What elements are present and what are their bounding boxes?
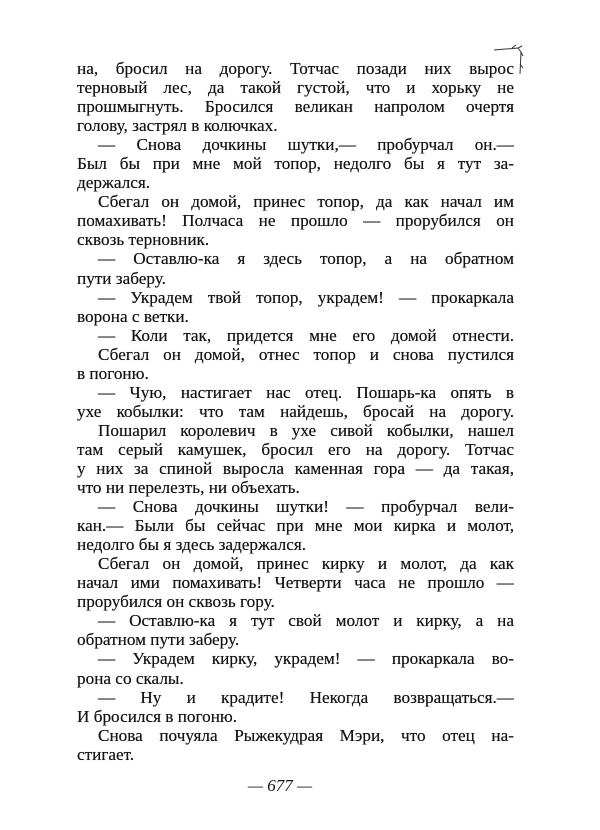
text-line: — Снова дочкины шутки,— пробурчал он.— [98,135,514,155]
text-line: помахивать! Полчаса не прошло — прорубился он [77,211,514,231]
text-line: у них за спиной выросла каменная гора — да такая, [77,458,514,478]
text-line: держался. [77,173,151,193]
text-line: недолго бы я здесь задержался. [77,535,307,555]
text-line: пути заберу. [77,268,166,288]
text-line: кан.— Были бы сейчас при мне мои кирка и молот, [77,516,514,536]
text-line: ухе кобылки: что там найдешь, бросай на дорогу. [77,401,514,421]
text-line: рона со скалы. [77,668,184,688]
page-number: — 677 — [247,776,313,795]
text-line: прорубился он сквозь гору. [77,592,275,612]
text-line: сквозь терновник. [77,230,210,250]
text-line: Сбегал он домой, принес кирку и молот, да как [98,554,514,574]
text-line: ворона с ветки. [77,306,189,326]
text-line: — Снова дочкины шутки! — пробурчал вели- [98,497,514,517]
text-line: на, бросил на дорогу. Тотчас позади них вырос [77,59,514,78]
page-body-text [77,59,514,764]
text-line: Был бы при мне мой топор, недолго бы я тут за- [77,154,514,174]
text-line: — Чую, настигает нас отец. Пошарь-ка опять в [98,382,514,402]
text-line: Снова почуяла Рыжекудрая Мэри, что отец на- [98,725,514,745]
text-line: в погоню. [77,363,149,383]
text-line: — Коли так, придется мне его домой отнести. [98,325,514,345]
text-line: обратном пути заберу. [77,630,240,650]
text-line: начал ими помахивать! Четверти часа не прошло — [77,573,514,593]
text-line: там серый камушек, бросил его на дорогу. Тотчас [77,439,514,459]
text-line: — Украдем твой топор, украдем! — прокаркала [98,287,514,307]
text-line: — Украдем кирку, украдем! — прокаркала во- [98,649,514,669]
text-line: стигает. [77,744,135,764]
text-line: Сбегал он домой, принес топор, да как начал им [98,192,514,212]
text-line: терновый лес, да такой густой, что и хорьку не [77,78,514,98]
text-line: Сбегал он домой, отнес топор и снова пустился [98,344,514,364]
text-line: Пошарил королевич в ухе сивой кобылки, нашел [98,420,514,440]
text-line: — Оставлю-ка я тут свой молот и кирку, а на [98,611,514,631]
text-line: прошмыгнуть. Бросился великан напролом очертя [77,97,514,117]
text-line: что ни перелезть, ни объехать. [77,478,300,498]
text-line: — Ну и крадите! Некогда возвращаться.— [98,687,514,707]
text-line: — Оставлю-ка я здесь топор, а на обратном [98,249,514,269]
text-line: голову, застрял в колючках. [77,116,278,136]
text-line: И бросился в погоню. [77,706,238,726]
corner-ornament-icon [490,44,530,80]
